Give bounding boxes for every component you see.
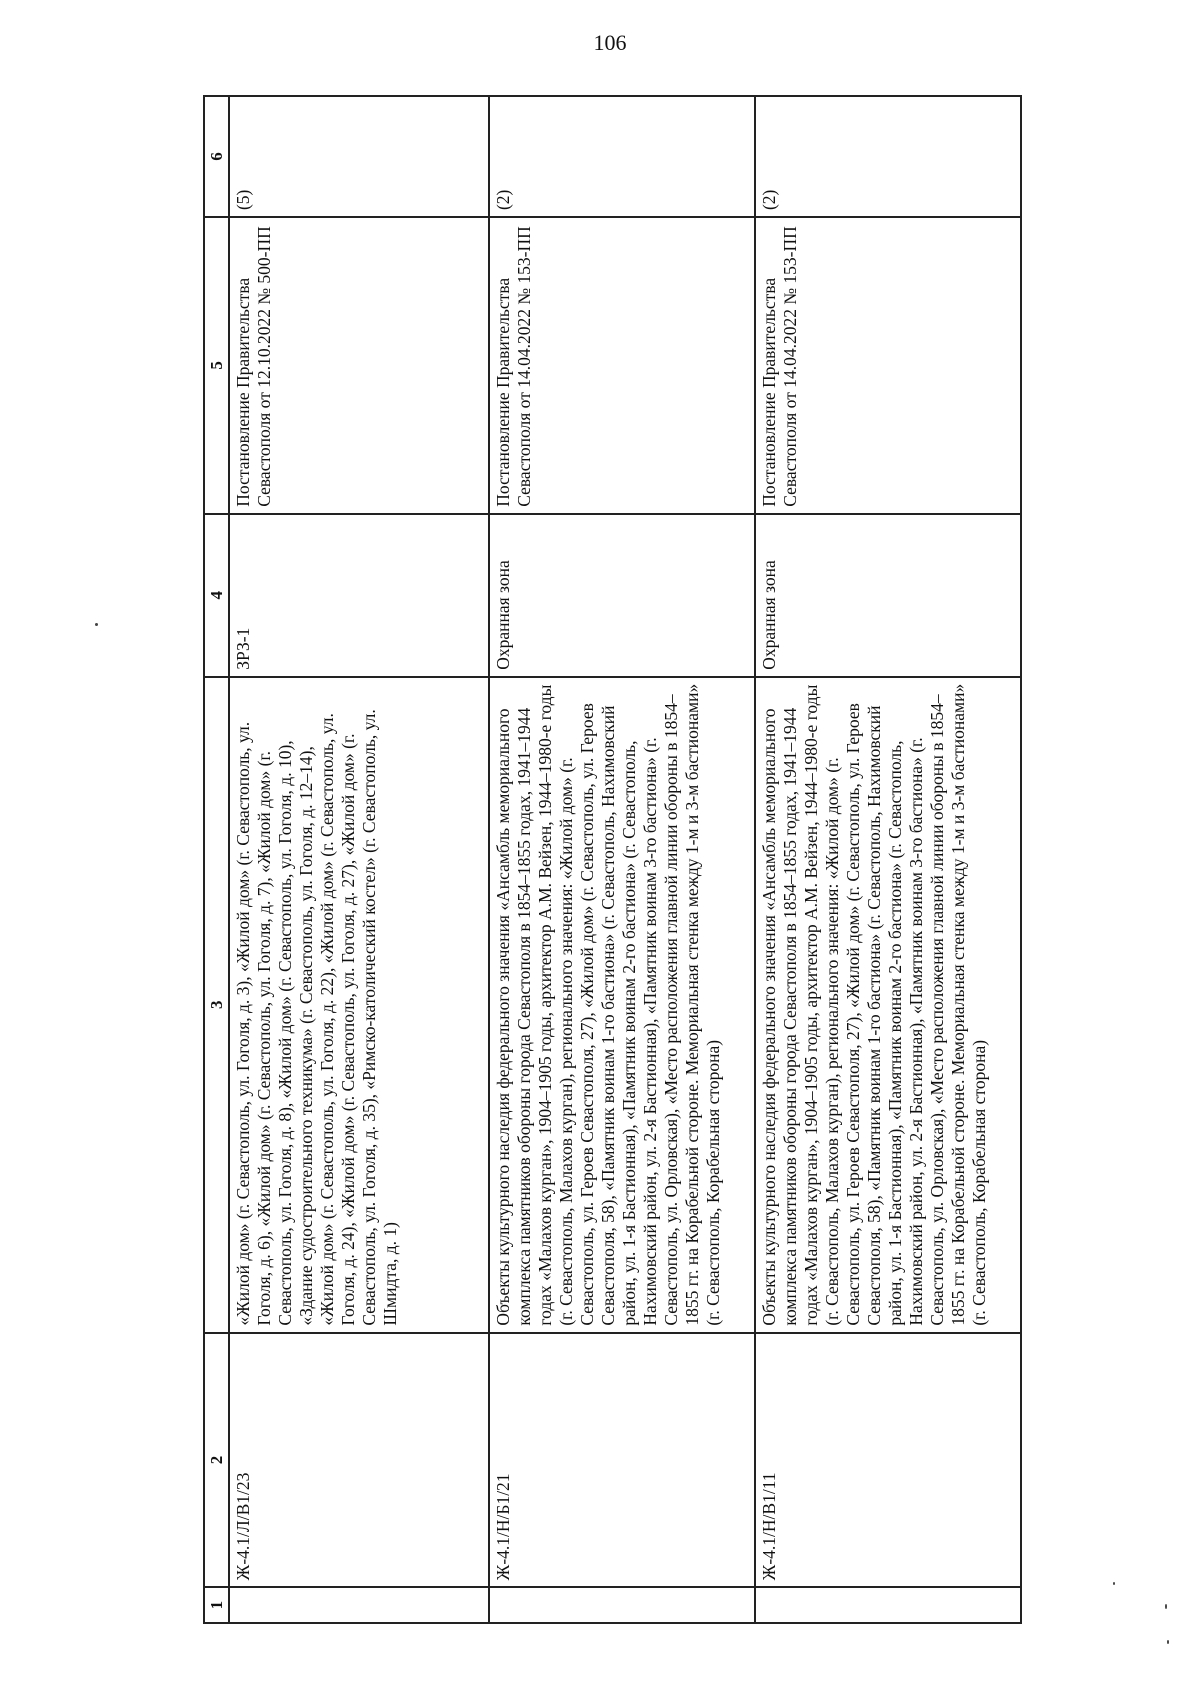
zones-table: [203, 95, 1022, 1624]
zone-code-cell: Ж-4.1/Н/Б1/21: [489, 1333, 755, 1588]
zone-type-cell: Охранная зона: [489, 514, 755, 677]
header-col-5: 5: [204, 217, 229, 514]
heritage-objects-cell: «Жилой дом» (г. Севастополь, ул. Гоголя, д. 3), «Жилой дом» (г. Севастополь, ул. Гоголя, д. 6), «Жилой дом» (г. Севастополь, ул. Гоголя, д. 7), «Жилой дом» (г. Севастополь, ул. Гоголя, д. 8), «Жилой дом» (г. Севастополь, ул. Гоголя, д. 10), «Здание судостроительного техникума» (г. Севастополь, ул. Гоголя, д. 12–14), «Жилой дом» (г. Севастополь, ул. Гоголя, д. 22), «Жилой дом» (г. Севастополь, ул. Гоголя, д. 24), «Жилой дом» (г. Севастополь, ул. Гоголя, д. 27), «Жилой дом» (г. Севастополь, ул. Гоголя, д. 35), «Римско-католический костел» (г. Севастополь, ул. Шмидта, д. 1): [229, 677, 489, 1333]
note-cell: (5): [229, 96, 489, 217]
legal-document-cell: Постановление Правительства Севастополя от 14.04.2022 № 153-ПП: [489, 217, 755, 514]
rotated-table-container: [203, 95, 1018, 1624]
row-number-cell: [229, 1587, 489, 1623]
zone-code-cell: Ж-4.1/Н/В1/11: [755, 1333, 1021, 1588]
note-cell: (2): [489, 96, 755, 217]
scan-speck: [1113, 1582, 1115, 1585]
table-header-row: [204, 96, 229, 1623]
header-col-4: 4: [204, 514, 229, 677]
header-col-3: 3: [204, 677, 229, 1333]
heritage-objects-cell: Объекты культурного наследия федерального значения «Ансамбль мемориального комплекса памятников обороны города Севастополя в 1854–1855 годах, 1941–1944 годах «Малахов курган», 1904–1905 годы, архитектор А.М. Вейзен, 1944–1980-е годы (г. Севастополь, Малахов курган), регионального значения: «Жилой дом» (г. Севастополь, ул. Героев Севастополя, 27), «Жилой дом» (г. Севастополь, ул. Героев Севастополя, 58), «Памятник воинам 1-го бастиона» (г. Севастополь, Нахимовский район, ул. 1-я Бастионная), «Памятник воинам 2-го бастиона» (г. Севастополь, Нахимовский район, ул. 2-я Бастионная), «Памятник воинам 3-го бастиона» (г. Севастополь, ул. Орловская), «Место расположения главной линии обороны в 1854–1855 гг. на Корабельной стороне. Мемориальная стенка между 1-м и 3-м бастионами» (г. Севастополь, Корабельная сторона): [489, 677, 755, 1333]
header-col-6: 6: [204, 96, 229, 217]
table-row: [755, 96, 1021, 1623]
table-row: [489, 96, 755, 1623]
row-number-cell: [489, 1587, 755, 1623]
zone-code-cell: Ж-4.1/Л/В1/23: [229, 1333, 489, 1588]
zone-type-cell: Охранная зона: [755, 514, 1021, 677]
page-number: 106: [593, 30, 627, 55]
row-number-cell: [755, 1587, 1021, 1623]
note-cell: (2): [755, 96, 1021, 217]
header-col-1: 1: [204, 1587, 229, 1623]
scan-speck: [1165, 1604, 1167, 1609]
zone-type-cell: ЗРЗ-1: [229, 514, 489, 677]
header-col-2: 2: [204, 1333, 229, 1588]
scan-speck: [1167, 1640, 1169, 1644]
table-row: [229, 96, 489, 1623]
legal-document-cell: Постановление Правительства Севастополя от 12.10.2022 № 500-ПП: [229, 217, 489, 514]
scan-speck: [95, 623, 98, 626]
legal-document-cell: Постановление Правительства Севастополя от 14.04.2022 № 153-ПП: [755, 217, 1021, 514]
heritage-objects-cell: Объекты культурного наследия федерального значения «Ансамбль мемориального комплекса памятников обороны города Севастополя в 1854–1855 годах, 1941–1944 годах «Малахов курган», 1904–1905 годы, архитектор А.М. Вейзен, 1944–1980-е годы (г. Севастополь, Малахов курган), регионального значения: «Жилой дом» (г. Севастополь, ул. Героев Севастополя, 27), «Жилой дом» (г. Севастополь, ул. Героев Севастополя, 58), «Памятник воинам 1-го бастиона» (г. Севастополь, Нахимовский район, ул. 1-я Бастионная), «Памятник воинам 2-го бастиона» (г. Севастополь, Нахимовский район, ул. 2-я Бастионная), «Памятник воинам 3-го бастиона» (г. Севастополь, ул. Орловская), «Место расположения главной линии обороны в 1854–1855 гг. на Корабельной стороне. Мемориальная стенка между 1-м и 3-м бастионами» (г. Севастополь, Корабельная сторона): [755, 677, 1021, 1333]
